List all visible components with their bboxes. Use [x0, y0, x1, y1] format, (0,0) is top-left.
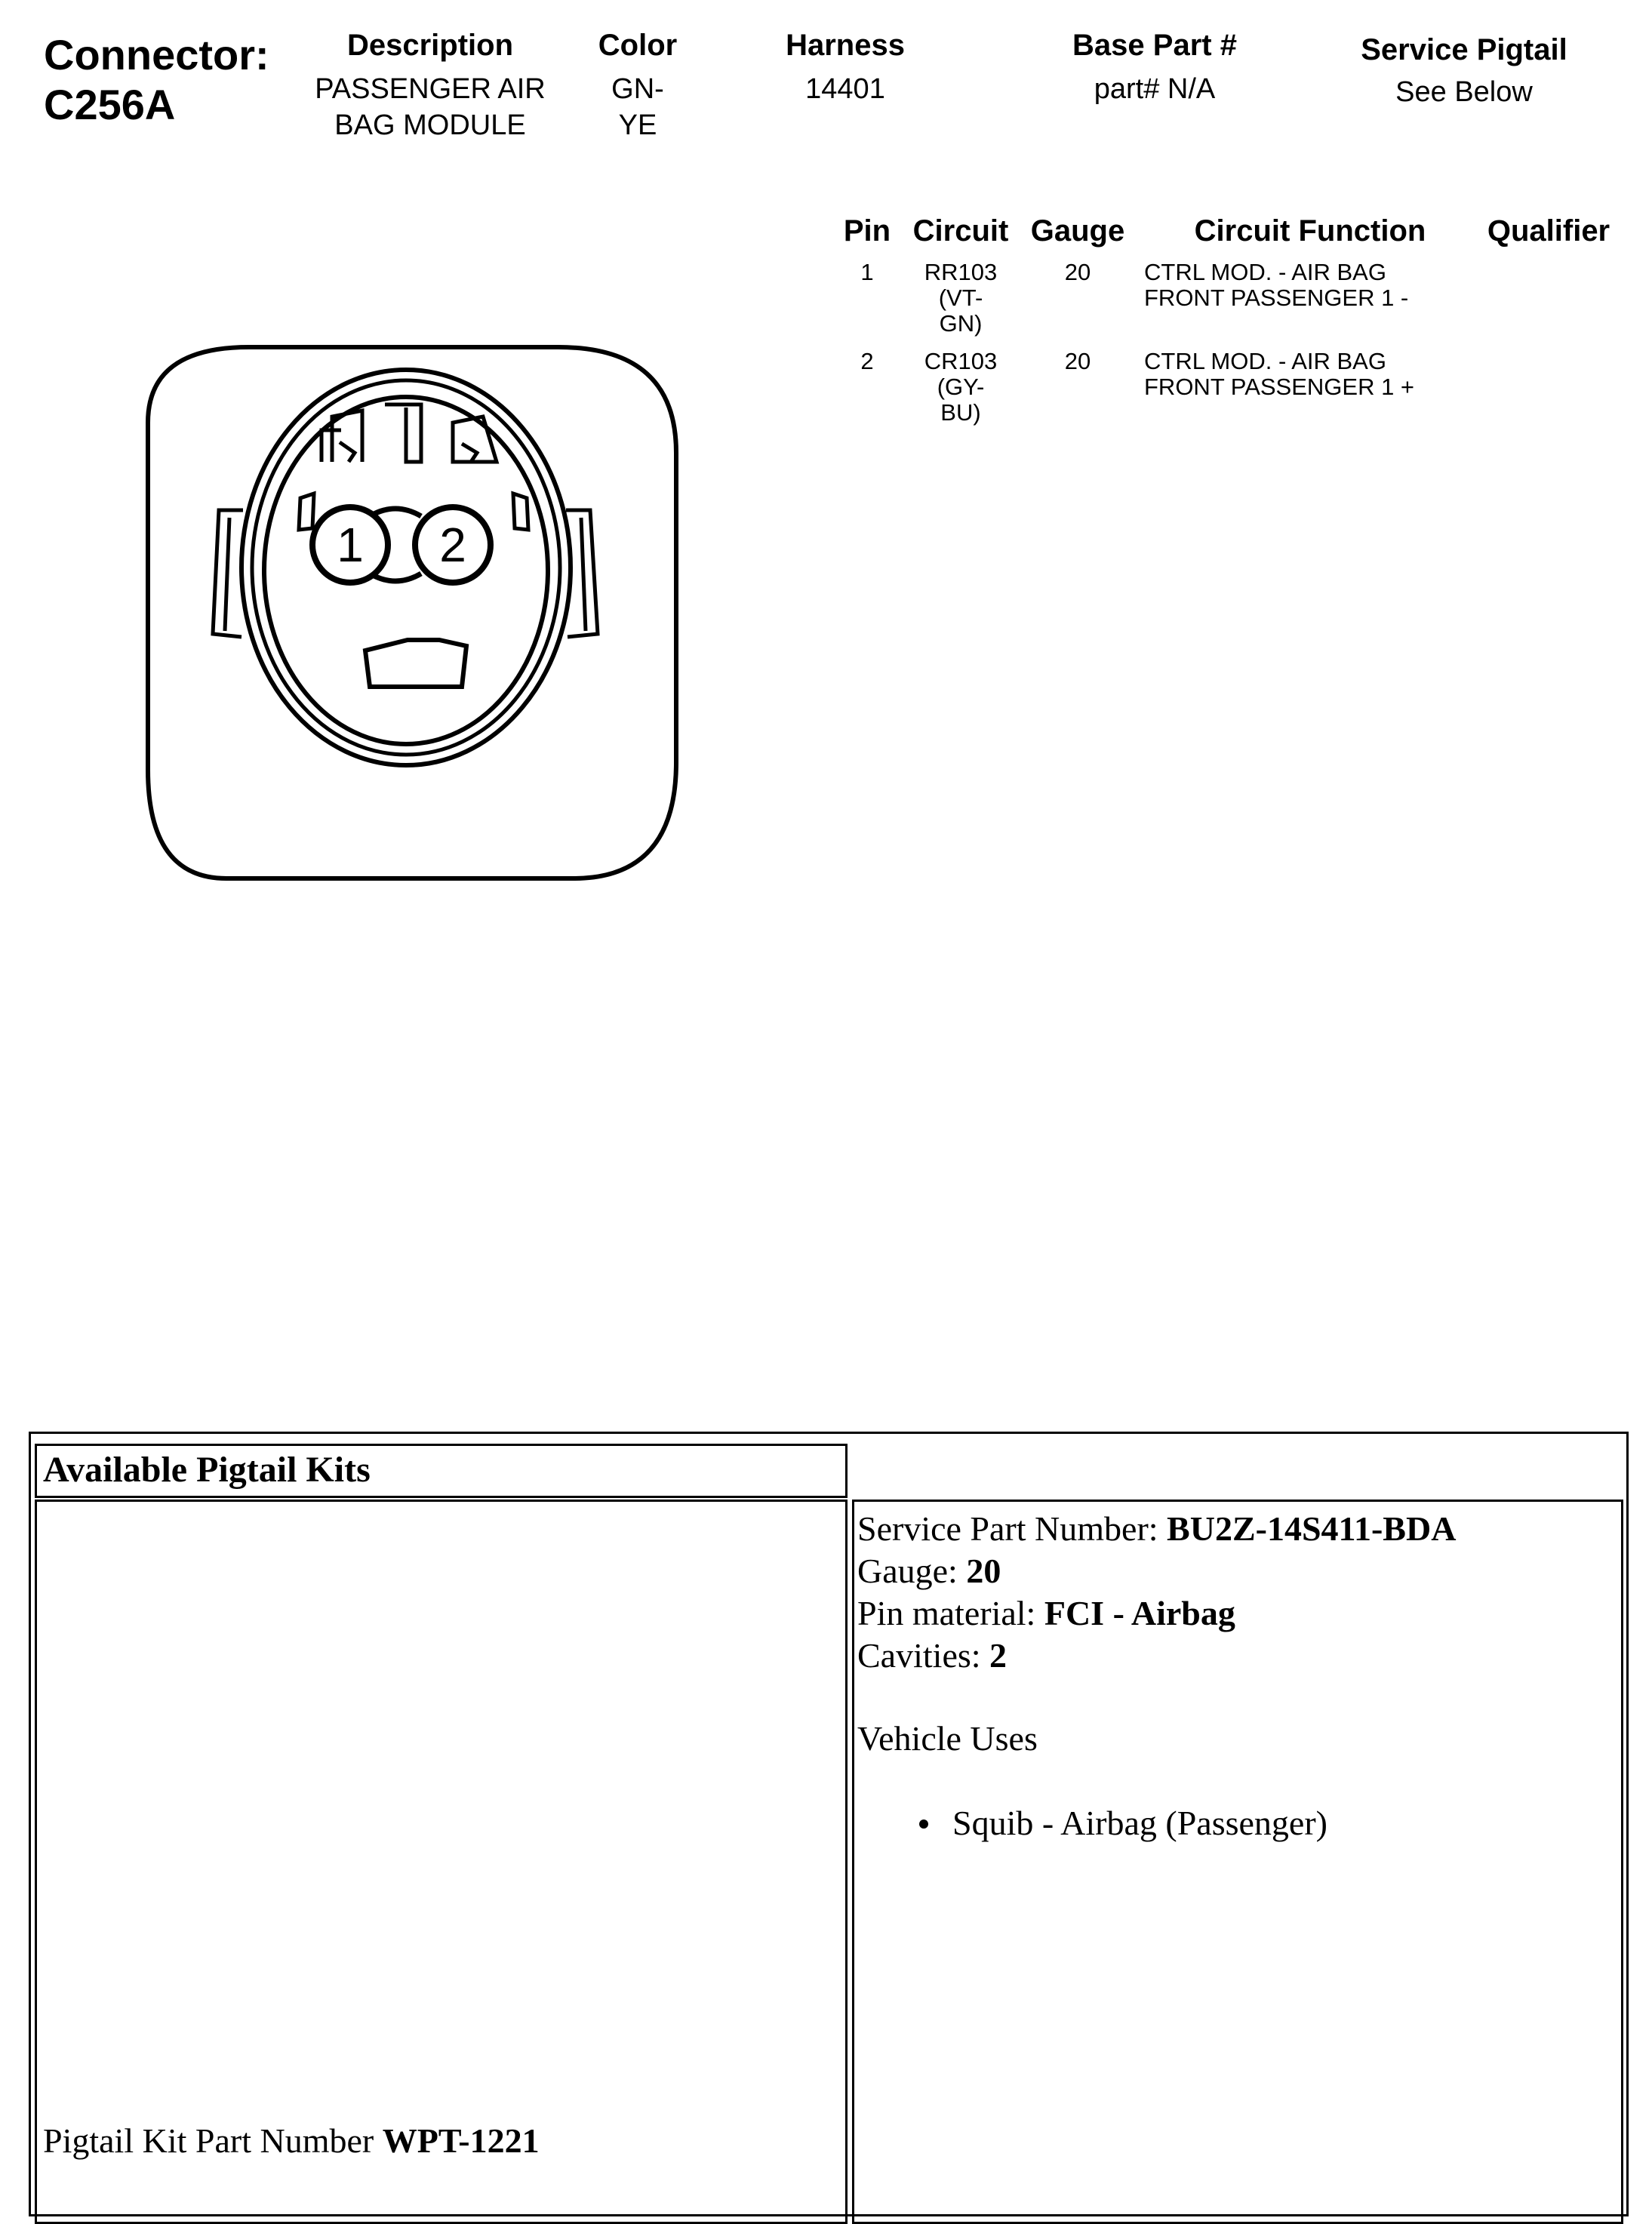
right-key: [513, 494, 528, 530]
pigtail-kit-part-number: [43, 2120, 540, 2162]
harness-column: [755, 27, 936, 107]
base-part-value: part# N/A: [1094, 73, 1216, 105]
pin-number: 1: [860, 259, 874, 285]
qualifier: [1482, 349, 1615, 438]
left-key: [299, 494, 314, 530]
service-pigtail-value: See Below: [1395, 76, 1533, 108]
pigtail-kits-title: Available Pigtail Kits: [35, 1444, 848, 1498]
qualifier: [1482, 260, 1615, 349]
connector-id: C256A: [44, 81, 176, 128]
circuit-function: CTRL MOD. - AIR BAG FRONT PASSENGER 1 -: [1144, 259, 1409, 311]
circuit-id: RR103 (VT- GN): [924, 259, 998, 337]
harness-value: 14401: [805, 73, 885, 105]
connector-label: Connector:: [44, 31, 269, 78]
cavities-value: 2: [989, 1636, 1008, 1675]
base-part-label: Base Part #: [1072, 29, 1237, 62]
vehicle-uses-heading: Vehicle Uses: [857, 1719, 1038, 1758]
circuit-function-header: Circuit Function: [1194, 214, 1426, 248]
color-label: Color: [598, 29, 678, 62]
pin-material-row: Pin material: FCI - Airbag: [857, 1594, 1235, 1632]
pin-material-value: FCI - Airbag: [1044, 1594, 1235, 1632]
table-row: [830, 349, 1615, 438]
top-lock-features: [321, 405, 497, 462]
qualifier-header: Qualifier: [1487, 214, 1610, 248]
harness-label: Harness: [786, 29, 905, 62]
gauge-row: Gauge: 20: [857, 1552, 1001, 1590]
description-column: [294, 27, 566, 143]
kit-part-value: WPT-1221: [382, 2121, 540, 2160]
service-part-number: BU2Z-14S411-BDA: [1167, 1509, 1457, 1548]
base-part-column: [1041, 27, 1268, 107]
wire-gauge: 20: [1064, 259, 1091, 285]
circuit-header: Circuit: [912, 214, 1009, 248]
pin-table: [830, 213, 1615, 438]
description-label: Description: [346, 29, 514, 62]
connector-title: [44, 30, 269, 130]
pin-header: Pin: [843, 214, 891, 248]
description-value: PASSENGER AIR BAG MODULE: [315, 73, 546, 141]
list-item: Squib - Airbag (Passenger): [952, 1802, 1456, 1844]
circuit-function: CTRL MOD. - AIR BAG FRONT PASSENGER 1 +: [1144, 348, 1415, 400]
pin-number: 2: [860, 348, 874, 374]
color-column: [581, 27, 694, 143]
gauge-value: 20: [966, 1552, 1001, 1590]
pin-table-header: [830, 213, 1615, 260]
vehicle-uses-list: [857, 1802, 1456, 1844]
cavities-row: Cavities: 2: [857, 1636, 1008, 1675]
left-latch-tab: [213, 510, 243, 637]
color-value: GN- YE: [611, 73, 664, 141]
service-part-panel: [852, 1500, 1623, 2224]
lower-key-slot: [365, 640, 466, 687]
service-part-info: [857, 1508, 1456, 1844]
service-part-row: Service Part Number: BU2Z-14S411-BDA: [857, 1509, 1457, 1548]
pigtail-kit-panel: [35, 1500, 848, 2224]
service-pigtail-label: Service Pigtail: [1361, 33, 1567, 66]
bullet-icon: [919, 1819, 928, 1829]
cavity-1-label: 1: [337, 518, 364, 572]
gauge-header: Gauge: [1030, 214, 1125, 248]
table-row: [830, 260, 1615, 349]
connector-face-diagram: [136, 332, 694, 891]
circuit-id: CR103 (GY- BU): [924, 348, 998, 426]
wire-gauge: 20: [1064, 348, 1091, 374]
cavity-2-label: 2: [439, 518, 466, 572]
service-pigtail-column: [1328, 32, 1600, 110]
kit-part-label: Pigtail Kit Part Number: [43, 2121, 374, 2160]
